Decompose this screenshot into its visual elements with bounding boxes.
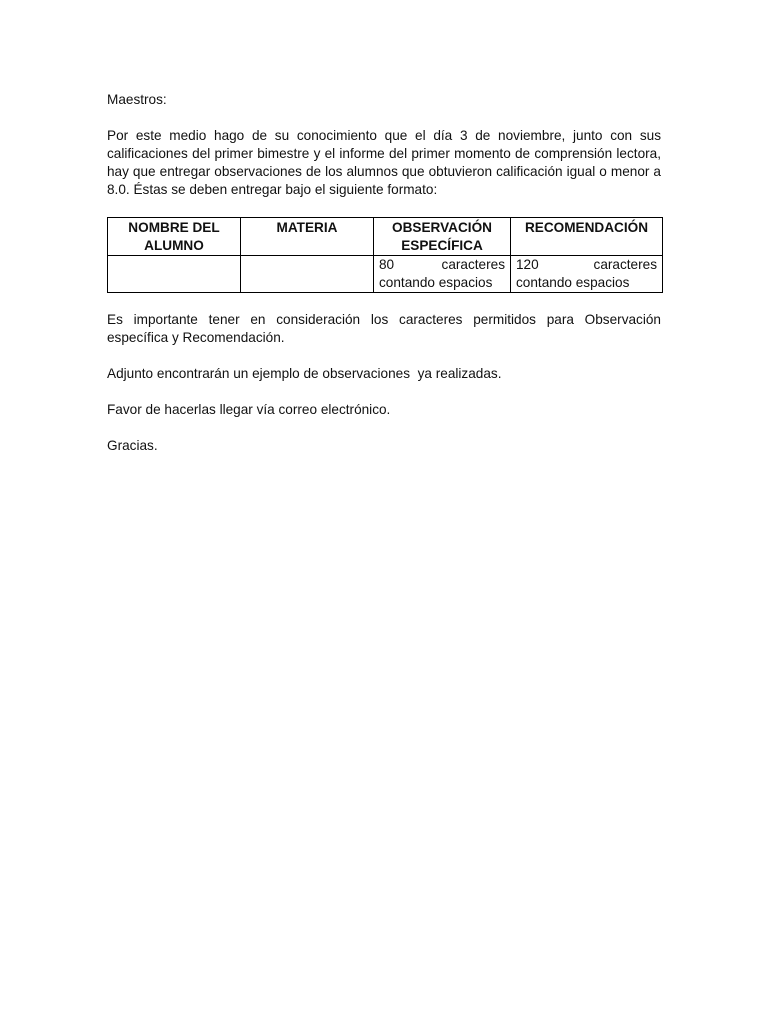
cell-recomendacion: 120 caracteres contando espacios [511, 256, 663, 293]
cell-nombre-del-alumno [108, 256, 241, 293]
closing: Gracias. [107, 438, 158, 453]
cell-materia [241, 256, 374, 293]
table-header-row [108, 218, 663, 256]
table-row [108, 256, 663, 293]
intro-paragraph: Por este medio hago de su conocimiento que el día 3 de noviembre, junto con sus calificaciones del primer bimestre y el informe del primer momento de comprensión lectora, hay que entregar observaciones de los alumnos que obtuvieron calificación igual o menor a 8.0. Éstas se deben entregar bajo el siguiente formato: [107, 128, 661, 197]
characters-note-paragraph: Es importante tener en consideración los caracteres permitidos para Observación específica y Recomendación. [107, 312, 661, 345]
email-request-paragraph: Favor de hacerlas llegar vía correo electrónico. [107, 402, 391, 417]
header-recomendacion: RECOMENDACIÓN [511, 218, 663, 256]
document-page [107, 91, 661, 473]
greeting: Maestros: [107, 92, 167, 107]
attachment-paragraph: Adjunto encontrarán un ejemplo de observaciones ya realizadas. [107, 366, 502, 381]
header-nombre-del-alumno: NOMBRE DEL ALUMNO [108, 218, 241, 256]
header-observacion-especifica: OBSERVACIÓN ESPECÍFICA [374, 218, 511, 256]
header-materia: MATERIA [241, 218, 374, 256]
observations-format-table [107, 217, 663, 293]
cell-observacion-especifica: 80 caracteres contando espacios [374, 256, 511, 293]
